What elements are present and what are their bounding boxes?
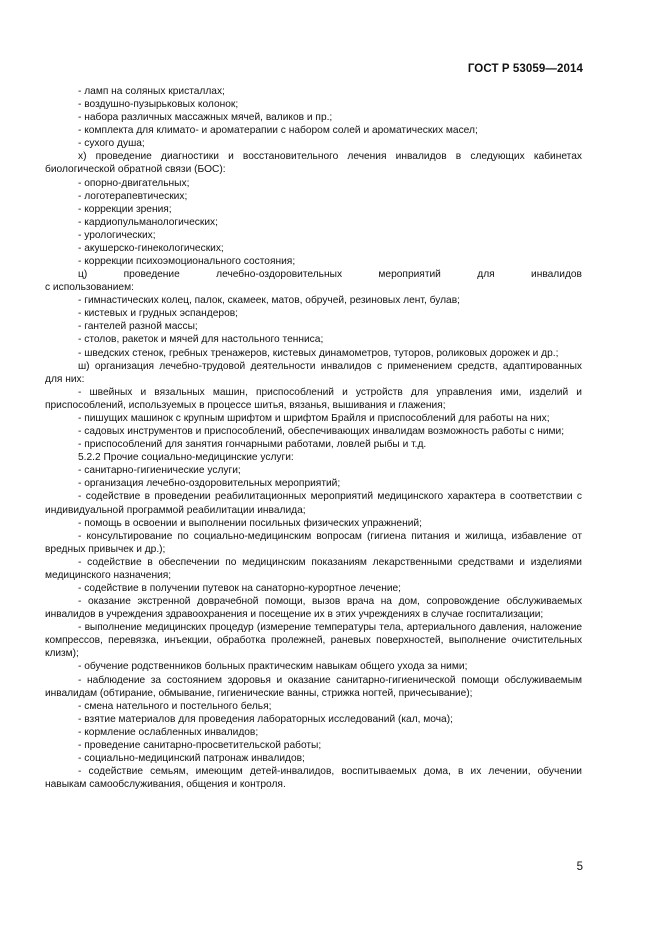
paragraph: - содействие в обеспечении по медицинским показаниям лекарственными средствами и изделиями медицинского назначения; xyxy=(45,556,582,581)
paragraph: - набора различных массажных мячей, валиков и пр.; xyxy=(78,112,333,124)
paragraph: - воздушно-пузырьковых колонок; xyxy=(78,99,239,111)
tsi-item-continuation: с использованием: xyxy=(45,282,134,294)
paragraph: - содействие в проведении реабилитационных мероприятий медицинского характера в соответствии с индивидуальной программой реабилитации инвалида; xyxy=(45,491,582,516)
paragraph: - выполнение медицинских процедур (измерение температуры тела, артериального давления, наложение компрессов, перевязка, инъекции, обработка пролежней, раневых поверхностей, выполнение очистительных клизм); xyxy=(45,622,582,660)
paragraph: - наблюдение за состоянием здоровья и оказание санитарно-гигиенической помощи обслуживаемым инвалидам (обтирание, обмывание, гигиенические ванны, стрижка ногтей, причесывание); xyxy=(45,674,582,699)
document-body xyxy=(45,85,582,791)
paragraph: - опорно-двигательных; xyxy=(78,177,190,189)
paragraph: - коррекции зрения; xyxy=(78,203,172,215)
paragraph: - кистевых и грудных эспандеров; xyxy=(78,308,238,320)
paragraph: - садовых инструментов и приспособлений, обеспечивающих инвалидам возможность работы с ними; xyxy=(78,426,565,438)
tsi-word: инвалидов xyxy=(531,269,582,281)
paragraph: - ламп на соляных кристаллах; xyxy=(78,86,225,97)
paragraph: - кардиопульманологических; xyxy=(78,216,218,228)
paragraph: - коррекции психоэмоционального состояния; xyxy=(78,256,296,268)
document-standard-header: ГОСТ Р 53059—2014 xyxy=(467,63,583,75)
paragraph: - пишущих машинок с крупным шрифтом и шрифтом Брайля и приспособлений для работы на них; xyxy=(78,412,550,424)
paragraph: - проведение санитарно-просветительской работы; xyxy=(78,739,322,751)
page-number: 5 xyxy=(576,861,583,873)
paragraph: - социально-медицинский патронаж инвалидов; xyxy=(78,752,305,764)
paragraph: - оказание экстренной доврачебной помощи, вызов врача на дом, сопровождение обслуживаемых инвалидов в учреждения здравоохранения и посещение их в этих учреждениях в случае госпитализации; xyxy=(45,596,582,621)
paragraph: - помощь в освоении и выполнении посильных физических упражнений; xyxy=(78,517,422,529)
paragraph: - консультирование по социально-медицинским вопросам (гигиена питания и жилища, избавление от вредных привычек и др.); xyxy=(45,530,582,555)
paragraph: - шведских стенок, гребных тренажеров, кистевых динамометров, туторов, роликовых дорожек и др.; xyxy=(78,347,559,359)
paragraph: - приспособлений для занятия гончарными работами, ловлей рыбы и т.д. xyxy=(78,439,427,451)
equipment-list-section xyxy=(45,85,582,268)
tsi-word: мероприятий xyxy=(378,269,441,281)
paragraph: - организация лечебно-оздоровительных мероприятий; xyxy=(78,478,341,490)
paragraph: - содействие в получении путевок на санаторно-курортное лечение; xyxy=(78,582,402,594)
paragraph: - сухого душа; xyxy=(78,138,145,150)
paragraph: - акушерско-гинекологических; xyxy=(78,242,224,254)
paragraph: х) проведение диагностики и восстановительного лечения инвалидов в следующих кабинетах биологической обратной связи (БОС): xyxy=(45,151,582,176)
tsi-word: ц) xyxy=(78,269,88,281)
tsi-word: проведение xyxy=(123,269,180,281)
tsi-word: лечебно-оздоровительных xyxy=(216,269,343,281)
paragraph: - смена нательного и постельного белья; xyxy=(78,700,272,712)
paragraph: - кормление ослабленных инвалидов; xyxy=(78,726,259,738)
paragraph: - логотерапевтических; xyxy=(78,190,188,202)
paragraph: - комплекта для климато- и ароматерапии с набором солей и ароматических масел; xyxy=(78,125,478,137)
paragraph: - санитарно-гигиенические услуги; xyxy=(78,465,241,477)
tsi-item-heading xyxy=(45,268,582,281)
paragraph: - швейных и вязальных машин, приспособлений и устройств для управления ими, изделий и приспособлений, используемых в процессе шитья, вязанья, вышивания и глажения; xyxy=(45,386,582,411)
services-list-section xyxy=(45,294,582,791)
tsi-word: для xyxy=(477,269,495,281)
paragraph: - гантелей разной массы; xyxy=(78,321,198,333)
paragraph: ш) организация лечебно-трудовой деятельности инвалидов с применением средств, адаптированных для них: xyxy=(45,360,582,385)
paragraph: - гимнастических колец, палок, скамеек, матов, обручей, резиновых лент, булав; xyxy=(78,295,460,307)
section-heading: 5.2.2 Прочие социально-медицинские услуги: xyxy=(78,452,294,464)
paragraph: - взятие материалов для проведения лабораторных исследований (кал, моча); xyxy=(78,713,453,725)
paragraph: - столов, ракеток и мячей для настольного тенниса; xyxy=(78,334,324,346)
paragraph: - обучение родственников больных практическим навыкам общего ухода за ними; xyxy=(78,661,468,673)
paragraph: - урологических; xyxy=(78,229,156,241)
paragraph: - содействие семьям, имеющим детей-инвалидов, воспитываемых дома, в их лечении, обучении навыкам самообслуживания, общения и контроля. xyxy=(45,766,582,791)
